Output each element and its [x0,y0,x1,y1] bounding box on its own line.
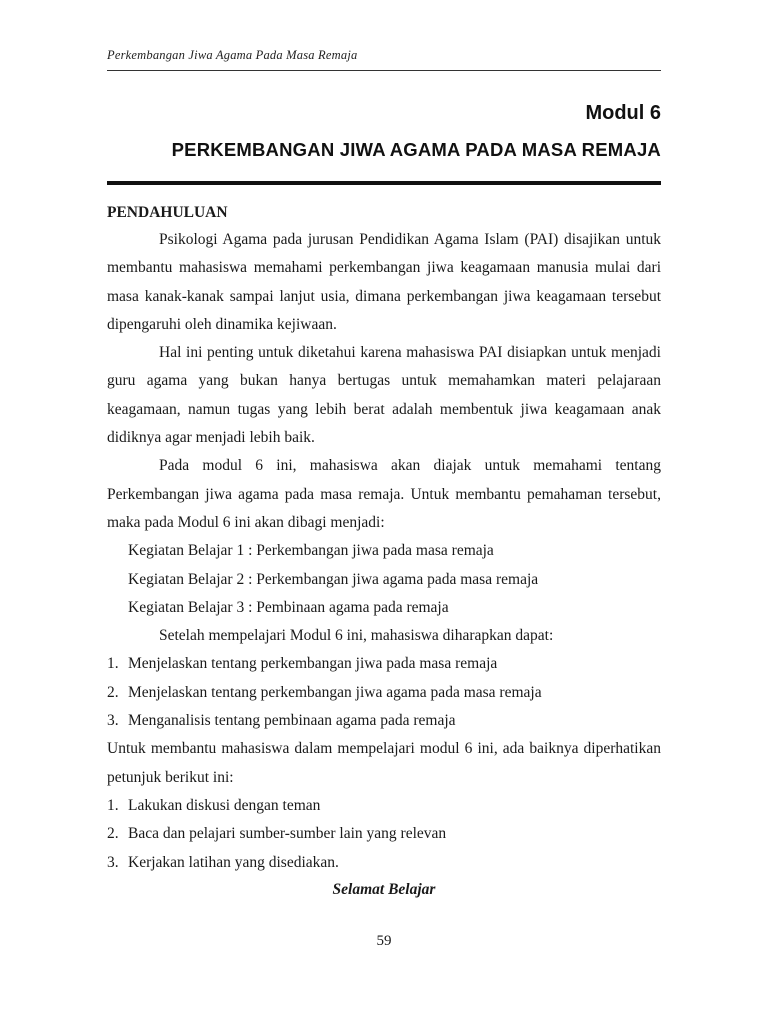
guidance-intro: Untuk membantu mahasiswa dalam mempelajari modul 6 ini, ada baiknya diperhatikan petunjuk berikut ini: [107,740,661,786]
guidance-text: Baca dan pelajari sumber-sumber lain yang relevan [128,825,447,843]
objectives-intro: Setelah mempelajari Modul 6 ini, mahasiswa diharapkan dapat: [159,627,554,645]
guidance-list [107,792,661,877]
paragraph-1: Psikologi Agama pada jurusan Pendidikan Agama Islam (PAI) disajikan untuk membantu mahasiswa memahami perkembangan jiwa keagamaan manusia mulai dari masa kanak-kanak sampai lanjut usia, dimana perkembangan jiwa keagamaan tersebut dipengaruhi oleh dinamika kejiwaan. [107,231,661,333]
paragraph-3: Pada modul 6 ini, mahasiswa akan diajak untuk memahami tentang Perkembangan jiwa agama pada masa remaja. Untuk membantu pemahaman tersebut, maka pada Modul 6 ini akan dibagi menjadi: [107,457,661,531]
list-number: 3. [107,712,119,730]
objectives-list [107,650,661,735]
list-number: 2. [107,683,119,701]
module-label: Modul 6 [585,102,661,124]
page-number: 59 [376,933,392,949]
list-number: 2. [107,825,119,843]
objective-text: Menjelaskan tentang perkembangan jiwa agama pada masa remaja [128,683,542,701]
list-number: 1. [107,655,119,673]
objective-item [107,707,661,735]
header-rule [107,70,661,71]
title-rule [107,181,661,185]
guidance-item [107,792,661,820]
guidance-text: Kerjakan latihan yang disediakan. [128,853,339,871]
kegiatan-item: Kegiatan Belajar 1 : Perkembangan jiwa pada masa remaja [128,542,494,560]
guidance-text: Lakukan diskusi dengan teman [128,796,321,814]
objective-text: Menganalisis tentang pembinaan agama pada remaja [128,712,456,730]
running-header: Perkembangan Jiwa Agama Pada Masa Remaja [107,48,358,62]
module-title: PERKEMBANGAN JIWA AGAMA PADA MASA REMAJA [171,139,661,160]
section-heading: PENDAHULUAN [107,204,228,221]
objective-item [107,679,661,707]
guidance-item [107,820,661,848]
closing-line: Selamat Belajar [332,880,436,898]
kegiatan-item: Kegiatan Belajar 3 : Pembinaan agama pada remaja [128,598,449,616]
paragraph-2: Hal ini penting untuk diketahui karena mahasiswa PAI disiapkan untuk menjadi guru agama yang bukan hanya bertugas untuk memahamkan materi pelajaraan keagamaan, namun tugas yang lebih berat adalah membentuk jiwa keagamaan anak didiknya agar menjadi lebih baik. [107,344,661,447]
guidance-item [107,849,661,877]
body-content [107,200,661,903]
list-number: 1. [107,796,119,814]
kegiatan-item: Kegiatan Belajar 2 : Perkembangan jiwa agama pada masa remaja [128,570,539,588]
objective-text: Menjelaskan tentang perkembangan jiwa pada masa remaja [128,655,498,673]
list-number: 3. [107,853,119,871]
objective-item [107,650,661,678]
kegiatan-list [107,537,661,622]
